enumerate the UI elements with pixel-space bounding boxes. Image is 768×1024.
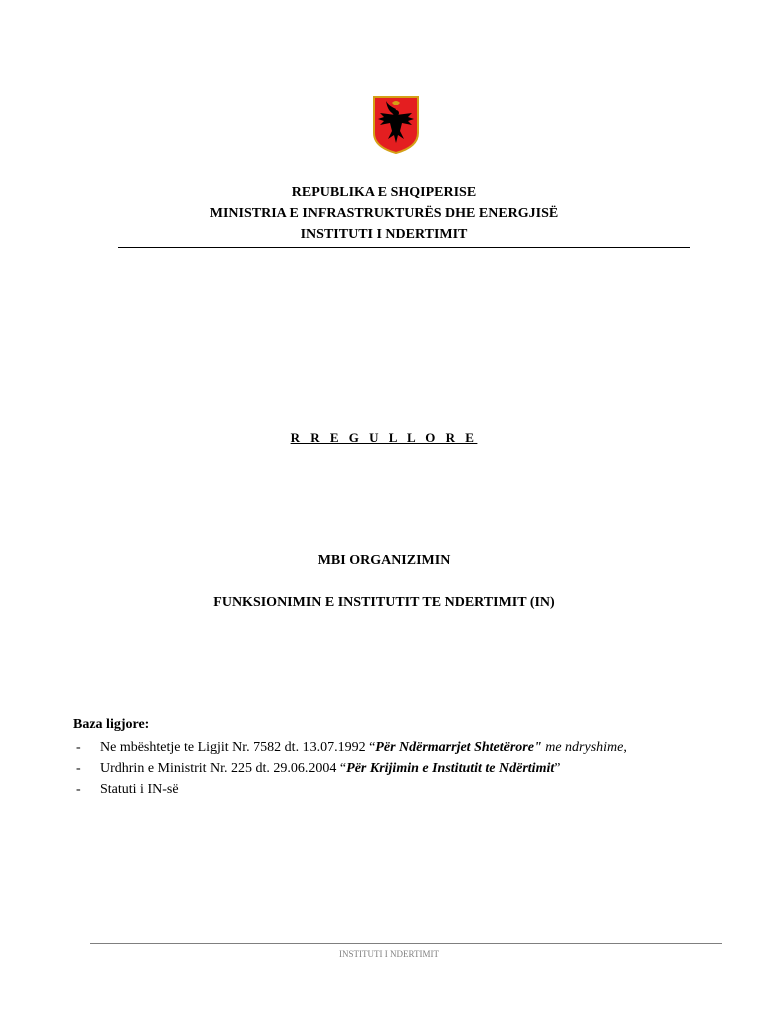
header-ministry: MINISTRIA E INFRASTRUKTURËS DHE ENERGJISË — [209, 206, 559, 221]
list-item — [73, 779, 733, 800]
list-item-text — [100, 737, 627, 758]
legal-basis-list — [73, 737, 733, 800]
item-emphasis: Për Krijimin e Institutit te Ndërtimit — [346, 761, 555, 776]
item-prefix: Urdhrin e Ministrit Nr. 225 dt. 29.06.2004 “ — [100, 761, 347, 776]
item-suffix-italic: me ndryshime — [541, 740, 624, 755]
item-suffix: ” — [554, 761, 561, 776]
list-item — [73, 758, 733, 779]
list-item — [73, 737, 733, 758]
document-title: R R E G U L L O R E — [290, 430, 478, 445]
document-subtitle-line2: FUNKSIONIMIN E INSTITUTIT TE NDERTIMIT (IN) — [213, 595, 555, 610]
list-dash: - — [76, 761, 81, 776]
item-prefix: Ne mbështetje te Ligjit Nr. 7582 dt. 13.07.1992 “ — [100, 740, 376, 755]
list-item-text: Statuti i IN-së — [100, 782, 179, 797]
item-emphasis: Për Ndërmarrjet Shtetërore" — [375, 740, 542, 755]
header-divider — [118, 247, 690, 248]
list-dash: - — [76, 782, 81, 797]
list-dash: - — [76, 740, 81, 755]
header-institute: INSTITUTI I NDERTIMIT — [300, 227, 468, 242]
footer-text: INSTITUTI I NDERTIMIT — [339, 949, 439, 959]
item-suffix: , — [623, 740, 627, 755]
footer-divider — [90, 943, 722, 944]
document-subtitle-line1: MBI ORGANIZIMIN — [317, 553, 451, 568]
list-item-text — [100, 758, 560, 779]
legal-basis-heading: Baza ligjore: — [73, 717, 150, 732]
coat-of-arms-icon — [372, 95, 420, 155]
document-header — [0, 182, 768, 245]
header-country: REPUBLIKA E SHQIPERISE — [291, 185, 477, 200]
